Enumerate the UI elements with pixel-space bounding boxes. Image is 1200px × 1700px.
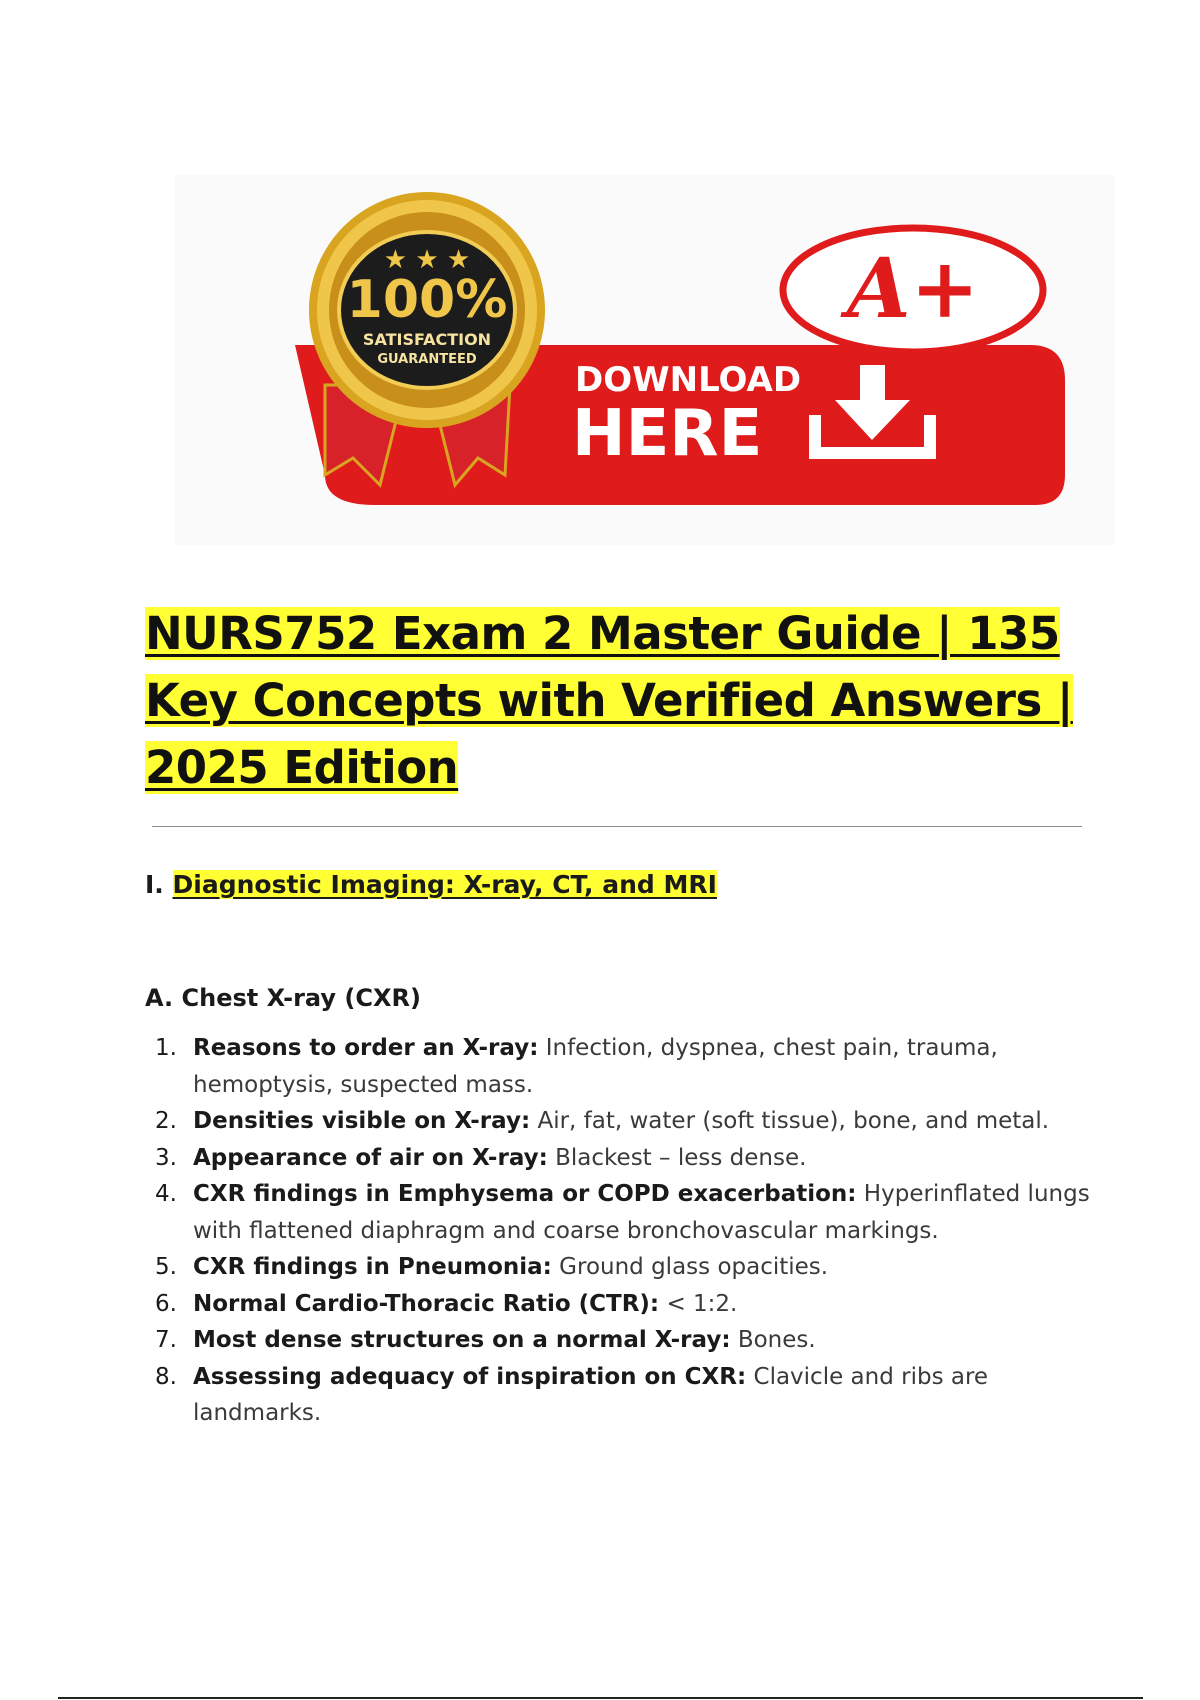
list-item — [145, 1249, 1095, 1286]
list-item — [145, 1176, 1095, 1249]
item-text: Air, fat, water (soft tissue), bone, and metal. — [530, 1108, 1050, 1134]
section-number: I. — [145, 870, 164, 899]
list-item — [145, 1140, 1095, 1177]
list-item — [145, 1103, 1095, 1140]
document-title-text: NURS752 Exam 2 Master Guide | 135 Key Concepts with Verified Answers | 2025 Edition — [145, 607, 1073, 794]
item-term: Appearance of air on X-ray: — [193, 1144, 548, 1171]
item-term: Most dense structures on a normal X-ray: — [193, 1327, 731, 1353]
item-number: 1. — [155, 1035, 177, 1061]
item-text: Hyperinflated lungs with flattened diaphragm and coarse bronchovascular markings. — [193, 1181, 1090, 1244]
section-title: Diagnostic Imaging: X-ray, CT, and MRI — [172, 870, 717, 899]
list-item — [145, 1030, 1095, 1103]
download-text-line2: HERE — [572, 397, 763, 471]
list-item — [145, 1322, 1095, 1359]
item-term: CXR findings in Emphysema or COPD exacerbation: — [193, 1181, 857, 1207]
seal-stars: ★ ★ ★ — [383, 245, 471, 275]
concept-list — [145, 1030, 1095, 1432]
list-item — [145, 1286, 1095, 1323]
document-title — [145, 600, 1095, 801]
list-item — [145, 1359, 1095, 1432]
item-text: < 1:2. — [659, 1290, 738, 1317]
seal-percent: 100% — [346, 270, 508, 330]
item-number: 3. — [155, 1144, 177, 1171]
item-text: Blackest – less dense. — [547, 1144, 807, 1171]
item-number: 7. — [155, 1327, 177, 1353]
section-heading — [145, 868, 717, 902]
seal-line2: GUARANTEED — [377, 352, 477, 367]
item-number: 8. — [155, 1363, 177, 1390]
item-text: Infection, dyspnea, chest pain, trauma, hemoptysis, suspected mass. — [193, 1035, 998, 1098]
item-number: 5. — [155, 1254, 177, 1280]
item-number: 4. — [155, 1181, 177, 1207]
item-text: Ground glass opacities. — [551, 1254, 829, 1280]
item-term: Normal Cardio-Thoracic Ratio (CTR): — [193, 1290, 660, 1317]
item-term: Densities visible on X-ray: — [193, 1108, 531, 1134]
subsection-heading: A. Chest X-ray (CXR) — [145, 984, 421, 1012]
item-text: Bones. — [730, 1327, 816, 1353]
banner-graphic — [175, 175, 1115, 545]
download-text-line1: DOWNLOAD — [575, 360, 802, 400]
item-text: Clavicle and ribs are landmarks. — [193, 1363, 989, 1426]
item-term: Reasons to order an X-ray: — [193, 1035, 539, 1061]
item-number: 6. — [155, 1290, 177, 1317]
item-term: Assessing adequacy of inspiration on CXR: — [193, 1363, 747, 1390]
seal-line1: SATISFACTION — [362, 330, 492, 349]
grade-text: A+ — [846, 241, 980, 337]
item-term: CXR findings in Pneumonia: — [193, 1254, 552, 1280]
item-number: 2. — [155, 1108, 177, 1134]
download-banner[interactable] — [175, 175, 1115, 545]
page-bottom-border — [58, 1697, 1143, 1699]
horizontal-divider — [152, 826, 1082, 827]
